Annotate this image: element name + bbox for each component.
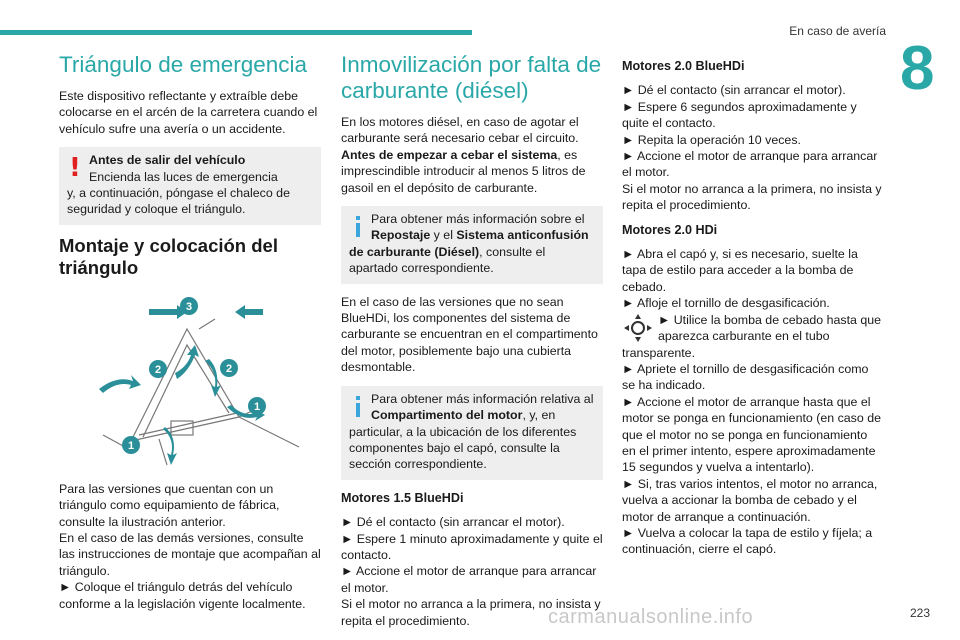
info-icon: [351, 214, 367, 244]
info-note-engine: [341, 386, 603, 480]
info1-and: y el: [430, 228, 457, 243]
heading-warning-triangle: Triángulo de emergencia: [59, 52, 308, 77]
callout-2-left: [149, 360, 167, 378]
chapter-number: 8: [900, 34, 935, 103]
info2-engine: Compartimento del motor: [371, 408, 523, 423]
step-20h-7: ► Vuelva a colocar la tapa de estilo y fíjela; a continuación, cierre el capó.: [622, 525, 873, 557]
info2-rest: particular, a la ubicación de los diferentes componentes bajo el capó, consulte la sección correspondiente.: [349, 424, 577, 472]
header-accent-bar: [0, 30, 472, 35]
warning-note: [59, 147, 321, 225]
callout-2-right: [220, 359, 238, 377]
triangle-illustration: [59, 289, 321, 473]
watermark: carmanualsonline.info: [548, 606, 754, 628]
callout-3: [180, 297, 198, 315]
info2-and: , y, en: [522, 408, 556, 423]
step-20b-4: ► Accione el motor de arranque para arrancar el motor.: [622, 149, 878, 180]
callout-1-right: [248, 397, 266, 415]
callout-label-2b: 2: [225, 362, 233, 375]
heading-20-bluehdi: Motores 2.0 BlueHDi: [622, 59, 745, 73]
step-20h-3: ► Utilice la bomba de cebado hasta que aparezca carburante en el tubo transparente.: [622, 312, 882, 360]
heading-fuel-shortage: Inmovilización por falta de carburante (diésel): [341, 52, 602, 103]
step-20b-5: Si el motor no arranca a la primera, no insista y repita el procedimiento.: [622, 181, 882, 213]
warning-text-a: Encienda las luces de emergencia: [89, 169, 278, 184]
column-2: [341, 52, 603, 629]
info1-rest: , consulte el apartado correspondiente.: [349, 244, 546, 276]
after-text-a: Para las versiones que cuentan con un triángulo como equipamiento de fábrica, consulte la ilustración anterior.: [59, 481, 280, 529]
fuel-p2-rest: , es imprescindible introducir al menos 5 litros de gasoil en el depósito de carburante.: [341, 147, 586, 195]
step-15-1: ► Dé el contacto (sin arrancar el motor).: [341, 515, 565, 530]
step-20h-6: ► Si, tras varios intentos, el motor no arranca, vuelva a accionar la bomba de cebado y el motor de arranque a continuación.: [622, 476, 878, 524]
step-20h-4: ► Apriete el tornillo de desgasificación como se ha indicado.: [622, 361, 869, 393]
step-20b-2: ► Espere 6 segundos aproximadamente y quite el contacto.: [622, 99, 857, 131]
step-15-3: ► Accione el motor de arranque para arrancar el motor.: [341, 564, 597, 595]
fuel-p3: En el caso de las versiones que no sean BlueHDi, los componentes del sistema de carburante se encuentran en el compartimento del motor, posiblemente bajo una cubierta desmontable.: [341, 294, 598, 375]
info1-line-a: Para obtener más información sobre el: [371, 212, 585, 227]
after-text-c: ► Coloque el triángulo detrás del vehículo conforme a la legislación vigente localmente.: [59, 580, 306, 611]
callout-label-2a: 2: [154, 363, 162, 376]
priming-pump-icon: [622, 312, 654, 344]
callout-label-3: 3: [185, 300, 193, 313]
column-3: [622, 58, 884, 558]
intro-text: Este dispositivo reflectante y extraíble debe colocarse en el arcén de la carretera cuando el vehículo sufre una avería o un accidente.: [59, 89, 318, 136]
heading-15-bluehdi: Motores 1.5 BlueHDi: [341, 490, 464, 505]
section-title: En caso de avería: [789, 24, 886, 38]
column-1: [59, 52, 321, 612]
info-icon: [351, 394, 367, 424]
exclamation-icon: !: [69, 153, 81, 184]
fuel-p2-bold: Antes de empezar a cebar el sistema: [341, 147, 558, 162]
info1-misfuel: Sistema anticonfusión: [456, 228, 589, 243]
page-number: 223: [909, 606, 930, 620]
callout-label-1b: 1: [127, 439, 135, 452]
step-20b-3: ► Repita la operación 10 veces.: [622, 132, 801, 147]
step-20h-2: ► Afloje el tornillo de desgasificación.: [622, 296, 830, 311]
step-20h-1: ► Abra el capó y, si es necesario, suelte la tapa de estilo para acceder a la bomba de cebado.: [622, 247, 858, 294]
warning-title: Antes de salir del vehículo: [89, 153, 246, 168]
info1-refuel: Repostaje: [371, 228, 431, 243]
info-note-refuel: [341, 206, 603, 284]
step-20h-5: ► Accione el motor de arranque hasta que el motor se ponga en funcionamiento (en caso de que el motor no se ponga en funcionamiento en el primer intento, espere aproximadamente 15 segundos y vuelva a intentarlo).: [622, 394, 881, 475]
after-text-b: En el caso de las demás versiones, consulte las instrucciones de montaje que acompañan al triángulo.: [59, 531, 321, 578]
callout-1-left: [122, 436, 140, 454]
warning-text-b: y, a continuación, póngase el chaleco de seguridad y coloque el triángulo.: [67, 186, 290, 217]
callout-label-1a: 1: [253, 400, 261, 413]
fuel-p1: En los motores diésel, en caso de agotar el carburante será necesario cebar el circuito.: [341, 115, 579, 146]
step-20b-1: ► Dé el contacto (sin arrancar el motor).: [622, 83, 846, 98]
info2-line-a: Para obtener más información relativa al: [371, 391, 594, 406]
heading-assembly: Montaje y colocación del triángulo: [59, 234, 278, 278]
heading-20-hdi: Motores 2.0 HDi: [622, 222, 718, 237]
step-15-2: ► Espere 1 minuto aproximadamente y quite el contacto.: [341, 531, 603, 562]
step-15-4: Si el motor no arranca a la primera, no insista y repita el procedimiento.: [341, 597, 601, 628]
info1-diesel: de carburante (Diésel): [349, 244, 480, 259]
triangle-diagram: [59, 289, 321, 473]
fuel-p2: [341, 147, 603, 196]
